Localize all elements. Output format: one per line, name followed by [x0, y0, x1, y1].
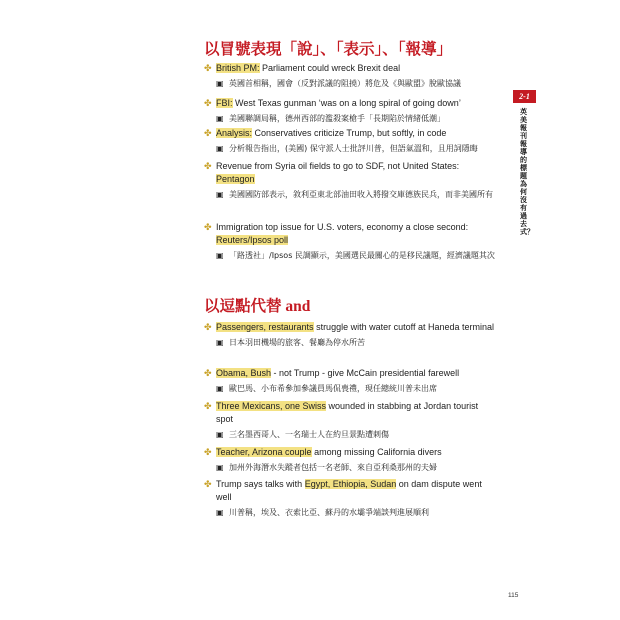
chapter-side-title: 英美報刊報導的標題為何沒有過去式？ [520, 108, 534, 236]
list-item [204, 62, 496, 91]
highlight: British PM: [216, 63, 260, 73]
headline-zh: ▣ 美國國防部表示，敘利亞東北部油田收入將撥交庫德族民兵，而非美國所有 [216, 189, 496, 202]
box-icon: ▣ [216, 251, 224, 260]
bullet-icon: ✤ [204, 479, 212, 489]
headline-en: ✤ British PM: Parliament could wreck Brexit deal [204, 63, 401, 73]
headline-en: ✤ Revenue from Syria oil fields to go to SDF, not United States: Pentagon [204, 161, 460, 184]
headline-en: ✤ Obama, Bush - not Trump - give McCain presidential farewell [204, 368, 460, 378]
list-item [204, 160, 496, 202]
highlight: Three Mexicans, one Swiss [216, 401, 327, 411]
bullet-icon: ✤ [204, 98, 212, 108]
headline-zh: ▣ 川普稱，埃及、衣索比亞、蘇丹的水壩爭端談判進展順利 [216, 507, 496, 520]
section-title-colon: 以冒號表現「說」、「表示」、「報導」 [204, 41, 453, 58]
list-item [204, 127, 496, 156]
highlight: Teacher, Arizona couple [216, 447, 312, 457]
list-item [204, 321, 496, 350]
box-icon: ▣ [216, 338, 224, 347]
headline-zh: ▣ 分析報告指出，(美國) 保守派人士批評川普，但語氣溫和，且用詞隱晦 [216, 143, 496, 156]
box-icon: ▣ [216, 463, 224, 472]
list-item [204, 446, 496, 475]
highlight: Obama, Bush [216, 368, 272, 378]
headline-en: ✤ Three Mexicans, one Swiss wounded in stabbing at Jordan tourist spot [204, 401, 479, 424]
box-icon: ▣ [216, 190, 224, 199]
highlight: Passengers, restaurants [216, 322, 314, 332]
highlight: Egypt, Ethiopia, Sudan [304, 479, 397, 489]
highlight: Reuters/Ipsos poll [216, 235, 289, 245]
list-item [204, 478, 496, 520]
headline-zh: ▣ 三名墨西哥人、一名瑞士人在約旦景點遭刺傷 [216, 429, 496, 442]
page-number: 115 [508, 592, 519, 599]
bullet-icon: ✤ [204, 368, 212, 378]
headline-en: ✤ Passengers, restaurants struggle with water cutoff at Haneda terminal [204, 322, 494, 332]
bullet-icon: ✤ [204, 447, 212, 457]
headline-en: ✤ Immigration top issue for U.S. voters, economy a close second: Reuters/Ipsos poll [204, 222, 469, 245]
box-icon: ▣ [216, 79, 224, 88]
headline-zh: ▣ 加州外海潛水失蹤者包括一名老師、來自亞利桑那州的夫婦 [216, 462, 496, 475]
box-icon: ▣ [216, 114, 224, 123]
list-item [204, 221, 496, 263]
headline-en: ✤ Teacher, Arizona couple among missing California divers [204, 447, 442, 457]
highlight: Analysis: [216, 128, 253, 138]
headline-zh: ▣ 英國首相稱，國會（反對派議的阻撓）將危及《與歐盟》脫歐協議 [216, 78, 496, 91]
box-icon: ▣ [216, 144, 224, 153]
list-item [204, 97, 496, 126]
chapter-tab: 2-1 [513, 90, 536, 103]
bullet-icon: ✤ [204, 128, 212, 138]
bullet-icon: ✤ [204, 322, 212, 332]
section-title-comma: 以逗點代替 and [204, 298, 311, 315]
list-item [204, 367, 496, 396]
headline-en: ✤ FBI: West Texas gunman ‘was on a long spiral of going down’ [204, 98, 461, 108]
headline-en: ✤ Analysis: Conservatives criticize Trump, but softly, in code [204, 128, 447, 138]
headline-zh: ▣ 美國聯調局稱，德州西部的濫殺案槍手「長期陷於情緒低潮」 [216, 113, 496, 126]
highlight: Pentagon [216, 174, 255, 184]
box-icon: ▣ [216, 384, 224, 393]
headline-zh: ▣ 歐巴馬、小布希參加參議員馬侃喪禮，現任總統川普未出席 [216, 383, 496, 396]
list-item [204, 400, 496, 442]
box-icon: ▣ [216, 430, 224, 439]
bullet-icon: ✤ [204, 401, 212, 411]
bullet-icon: ✤ [204, 63, 212, 73]
headline-zh: ▣ 「路透社」/Ipsos 民調顯示，美國選民最關心的是移民議題，經濟議題其次 [216, 250, 496, 263]
box-icon: ▣ [216, 508, 224, 517]
bullet-icon: ✤ [204, 222, 212, 232]
headline-zh: ▣ 日本羽田機場的旅客、餐廳為停水所苦 [216, 337, 496, 350]
highlight: FBI: [216, 98, 233, 108]
bullet-icon: ✤ [204, 161, 212, 171]
headline-en: ✤ Trump says talks with Egypt, Ethiopia, Sudan on dam dispute went well [204, 479, 482, 502]
